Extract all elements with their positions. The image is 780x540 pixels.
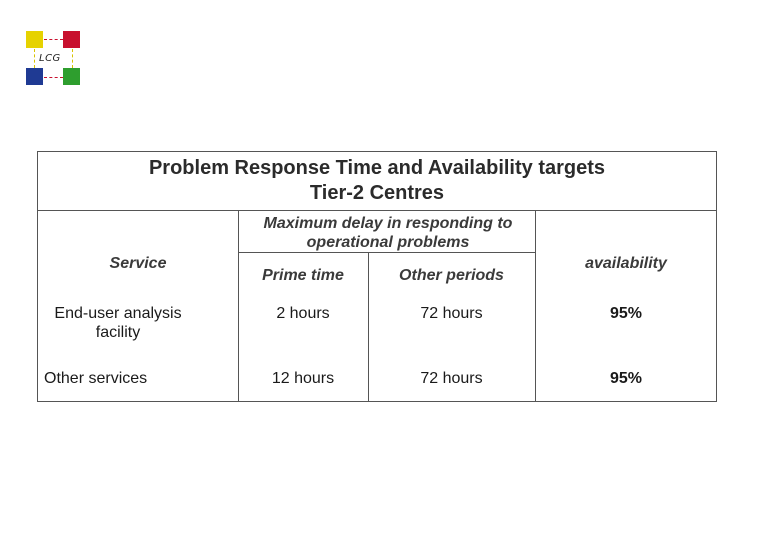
logo-blue-square [26, 68, 43, 85]
logo-yellow-square [26, 31, 43, 48]
header-other-periods: Other periods [399, 267, 504, 284]
logo-green-square [63, 68, 80, 85]
row1-other-periods: 72 hours [420, 305, 483, 322]
row2-other-periods: 72 hours [420, 370, 483, 387]
table-title [38, 152, 716, 211]
logo-dash-left [34, 49, 35, 68]
divider-h-delay [238, 252, 535, 253]
row1-service: End-user analysis facility [54, 305, 182, 341]
row1-availability: 95% [609, 305, 643, 322]
row2-prime-time: 12 hours [271, 370, 335, 387]
logo-dash-bottom [44, 77, 63, 78]
header-service: Service [109, 255, 167, 272]
header-max-delay: Maximum delay in responding to operational problems [263, 215, 513, 251]
logo-dash-right [72, 49, 73, 68]
logo-dash-top [44, 39, 63, 40]
table-title-line2: Tier-2 Centres [309, 182, 445, 204]
row1-prime-time: 2 hours [276, 305, 330, 322]
targets-table [37, 151, 717, 402]
row2-availability: 95% [609, 370, 643, 387]
header-prime-time: Prime time [262, 267, 344, 284]
row2-service: Other services [44, 370, 148, 387]
header-availability: availability [585, 255, 667, 272]
table-title-line1: Problem Response Time and Availability targets [148, 157, 606, 179]
lcg-logo [26, 31, 82, 87]
logo-red-square [63, 31, 80, 48]
logo-text: LCG [39, 53, 61, 64]
